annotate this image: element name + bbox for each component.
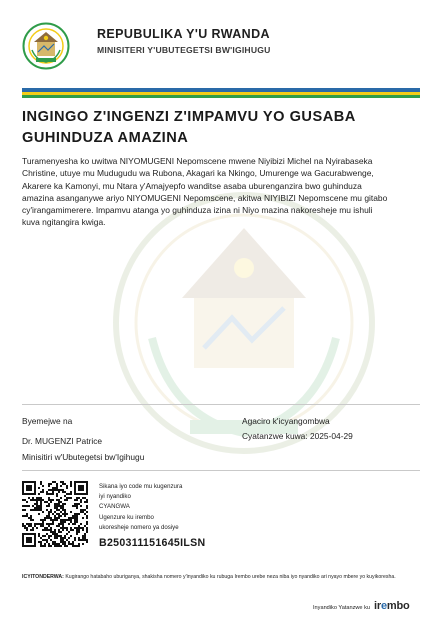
notice-text: Kugirango hatabaho uburiganya, shakisha nomero y'inyandiko ku rubuga Irembo urebe neza niba iyo nyandiko ari nyayo mbere yo kuyikoresha. — [65, 574, 396, 580]
logo-text: ir — [374, 600, 381, 612]
validity-label: Agaciro k'icyangombwa — [242, 416, 330, 426]
approval-block — [22, 416, 144, 462]
body-line: cy'irangamimerere. Impamvu atanga yo guhinduza izina ni Niyo mazina nakoresheje mu ishuli — [22, 205, 373, 216]
coat-of-arms-seal-icon — [22, 22, 70, 70]
document-body — [22, 155, 425, 229]
approver-name: Dr. MUGENZI Patrice — [22, 436, 103, 446]
verification-instructions — [99, 482, 182, 533]
scan-instruction: Sikana iyo code mu kugenzura — [99, 483, 183, 490]
notice-label: ICYITONDERWA: — [22, 574, 64, 580]
scan-instruction: ukoresheje nomero ya dosiye — [99, 523, 179, 531]
republic-title: REPUBULIKA Y'U RWANDA — [97, 27, 270, 41]
approved-by-label: Byemejwe na — [22, 416, 73, 426]
issued-on-label: Inyandiko Yatanzwe ku — [313, 605, 371, 611]
divider — [22, 470, 420, 471]
document-title-line: INGINGO Z'INGENZI Z'IMPAMVU YO GUSABA — [22, 109, 356, 125]
document-title-line: GUHINDUZA AMAZINA — [22, 130, 189, 146]
irembo-logo[interactable] — [374, 600, 409, 612]
body-line: Christine, utuye mu Mudugudu wa Rubona, Akagari ka Nkingo, Umurenge wa Gacurabwenge, — [22, 168, 374, 179]
issue-block — [242, 416, 353, 441]
notice — [22, 572, 425, 582]
body-line: Turamenyesha ko uwitwa NIYOMUGENI Nepomscene mwene Niyibizi Michel na Nyirabaseka — [22, 156, 373, 166]
body-line: kuva ngitangira kwiga. — [22, 217, 106, 228]
logo-text: mbo — [386, 600, 410, 612]
scan-instruction: iyi nyandiko — [99, 493, 131, 501]
flag-bar-green — [22, 95, 420, 98]
logo-mark: e — [380, 600, 387, 612]
body-line: Akarere ka Kamonyi, mu Ntara y'Amajyepfo wanditse asaba uburenganzira bwo guhinduza — [22, 180, 362, 191]
document-title — [22, 107, 422, 149]
qr-code-icon[interactable] — [22, 481, 88, 547]
body-line: amazina asanganywe ariyo NIYOMUGENI Nepomscene, akitwa NIYIBIZI Nepomscene mu gitabo — [22, 192, 388, 203]
approver-office: Minisitiri w'Ubutegetsi bw'Igihugu — [22, 452, 145, 462]
file-number: B250311151645ILSN — [99, 537, 206, 549]
issued-date: Cyatanzwe kuwa: 2025-04-29 — [242, 431, 353, 441]
divider — [22, 404, 420, 405]
scan-instruction: CYANGWA — [99, 503, 130, 511]
ministry-name: MINISITERI Y'UBUTEGETSI BW'IGIHUGU — [97, 45, 271, 55]
scan-instruction: Ugenzure ku irembo — [99, 513, 154, 521]
